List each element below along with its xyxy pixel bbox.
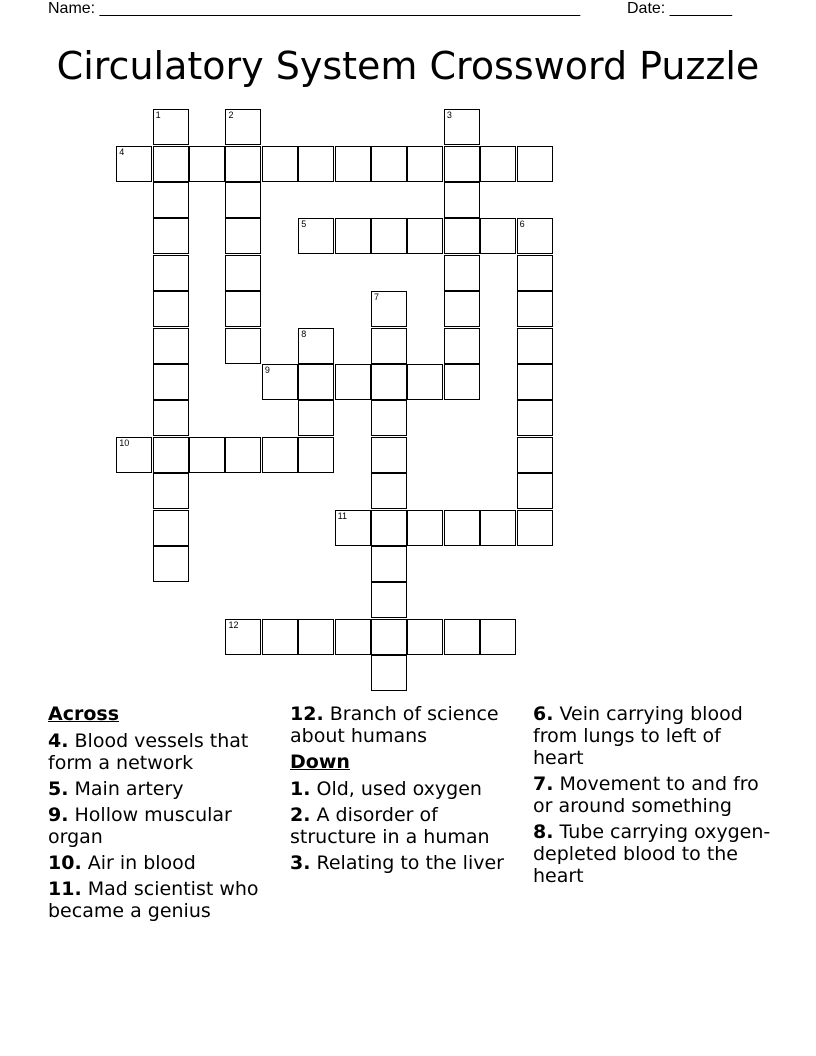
clue-down-3 <box>290 852 528 874</box>
grid-cell[interactable] <box>298 437 334 473</box>
grid-cell[interactable] <box>153 255 189 291</box>
clue-down-7 <box>533 773 773 817</box>
grid-cell[interactable] <box>444 328 480 364</box>
clue-number: 6. <box>533 703 554 725</box>
grid-cell[interactable] <box>444 364 480 400</box>
clue-number-label: 9 <box>264 365 270 376</box>
clue-number: 9. <box>48 804 69 826</box>
grid-cell[interactable] <box>371 218 407 254</box>
clue-number-label: 6 <box>519 219 525 230</box>
grid-cell[interactable] <box>517 146 553 182</box>
grid-cell[interactable] <box>189 437 225 473</box>
grid-cell[interactable] <box>517 291 553 327</box>
grid-cell[interactable] <box>116 146 152 182</box>
name-field[interactable]: Name: ______________________________________________________ <box>48 0 581 17</box>
clue-number: 10. <box>48 852 82 874</box>
grid-cell[interactable] <box>517 218 553 254</box>
clue-number: 5. <box>48 778 69 800</box>
clue-number: 1. <box>290 778 311 800</box>
grid-cell[interactable] <box>153 328 189 364</box>
grid-cell[interactable] <box>371 146 407 182</box>
grid-cell[interactable] <box>371 546 407 582</box>
grid-cell[interactable] <box>480 218 516 254</box>
grid-cell[interactable] <box>335 364 371 400</box>
grid-cell[interactable] <box>225 328 261 364</box>
grid-cell[interactable] <box>153 182 189 218</box>
grid-cell[interactable] <box>153 109 189 145</box>
clue-number-label: 2 <box>228 110 234 121</box>
clue-number: 11. <box>48 878 82 900</box>
grid-cell[interactable] <box>335 510 371 546</box>
grid-cell[interactable] <box>407 510 443 546</box>
clue-number: 3. <box>290 852 311 874</box>
clues-column-1 <box>48 703 283 926</box>
grid-cell[interactable] <box>371 291 407 327</box>
down-heading: Down <box>290 751 350 773</box>
clue-across-4 <box>48 730 283 774</box>
grid-cell[interactable] <box>444 291 480 327</box>
grid-cell[interactable] <box>407 619 443 655</box>
grid-cell[interactable] <box>480 146 516 182</box>
grid-cell[interactable] <box>225 182 261 218</box>
clue-number: 7. <box>533 773 554 795</box>
grid-cell[interactable] <box>225 437 261 473</box>
grid-cell[interactable] <box>225 109 261 145</box>
grid-cell[interactable] <box>517 510 553 546</box>
grid-cell[interactable] <box>371 328 407 364</box>
grid-cell[interactable] <box>153 473 189 509</box>
grid-cell[interactable] <box>517 400 553 436</box>
clue-text: Vein carrying blood from lungs to left of heart <box>533 703 743 769</box>
clue-text: Main artery <box>74 778 184 800</box>
clue-number: 8. <box>533 821 554 843</box>
grid-cell[interactable] <box>371 473 407 509</box>
grid-cell[interactable] <box>262 437 298 473</box>
grid-cell[interactable] <box>371 510 407 546</box>
grid-cell[interactable] <box>517 364 553 400</box>
grid-cell[interactable] <box>262 619 298 655</box>
clue-text: A disorder of structure in a human <box>290 804 490 848</box>
grid-cell[interactable] <box>371 437 407 473</box>
clue-text: Tube carrying oxygen-depleted blood to the heart <box>533 821 771 887</box>
grid-cell[interactable] <box>116 437 152 473</box>
grid-cell[interactable] <box>480 510 516 546</box>
grid-cell[interactable] <box>444 109 480 145</box>
grid-cell[interactable] <box>444 146 480 182</box>
grid-cell[interactable] <box>298 364 334 400</box>
grid-cell[interactable] <box>225 218 261 254</box>
clue-down-8 <box>533 821 773 887</box>
grid-cell[interactable] <box>153 437 189 473</box>
clues-column-2 <box>290 703 528 878</box>
grid-cell[interactable] <box>371 400 407 436</box>
grid-cell[interactable] <box>298 146 334 182</box>
clue-number: 4. <box>48 730 69 752</box>
grid-cell[interactable] <box>298 218 334 254</box>
puzzle-title: Circulatory System Crossword Puzzle <box>56 44 760 88</box>
grid-cell[interactable] <box>517 473 553 509</box>
grid-cell[interactable] <box>153 510 189 546</box>
clue-number-label: 3 <box>446 110 452 121</box>
grid-cell[interactable] <box>517 255 553 291</box>
grid-cell[interactable] <box>407 146 443 182</box>
grid-cell[interactable] <box>335 619 371 655</box>
clue-across-9 <box>48 804 283 848</box>
grid-cell[interactable] <box>189 146 225 182</box>
clue-across-10 <box>48 852 283 874</box>
grid-cell[interactable] <box>262 146 298 182</box>
clues-column-3 <box>533 703 773 891</box>
grid-cell[interactable] <box>517 437 553 473</box>
grid-cell[interactable] <box>225 291 261 327</box>
grid-cell[interactable] <box>153 400 189 436</box>
clue-text: Blood vessels that form a network <box>48 730 249 774</box>
clue-text: Relating to the liver <box>316 852 504 874</box>
grid-cell[interactable] <box>444 255 480 291</box>
grid-cell[interactable] <box>517 328 553 364</box>
grid-cell[interactable] <box>335 146 371 182</box>
clue-number-label: 11 <box>337 510 347 521</box>
clue-across-5 <box>48 778 283 800</box>
clue-number-label: 5 <box>301 219 307 230</box>
grid-cell[interactable] <box>371 655 407 691</box>
grid-cell[interactable] <box>444 182 480 218</box>
grid-cell[interactable] <box>153 291 189 327</box>
across-heading: Across <box>48 703 120 725</box>
clue-text: Movement to and fro or around something <box>533 773 759 817</box>
grid-cell[interactable] <box>444 619 480 655</box>
grid-cell[interactable] <box>153 146 189 182</box>
grid-cell[interactable] <box>153 364 189 400</box>
grid-cell[interactable] <box>153 546 189 582</box>
clue-number-label: 1 <box>155 110 161 121</box>
grid-cell[interactable] <box>225 146 261 182</box>
clue-text: Air in blood <box>87 852 196 874</box>
grid-cell[interactable] <box>262 364 298 400</box>
grid-cell[interactable] <box>298 400 334 436</box>
grid-cell[interactable] <box>153 218 189 254</box>
clue-text: Branch of science about humans <box>290 703 499 747</box>
clue-number: 2. <box>290 804 311 826</box>
clue-across-12 <box>290 703 528 747</box>
grid-cell[interactable] <box>335 218 371 254</box>
clue-number-label: 4 <box>119 146 125 157</box>
clue-down-6 <box>533 703 773 769</box>
clue-down-1 <box>290 778 528 800</box>
clue-number-label: 7 <box>374 292 380 303</box>
grid-cell[interactable] <box>407 218 443 254</box>
grid-cell[interactable] <box>480 619 516 655</box>
grid-cell[interactable] <box>371 619 407 655</box>
grid-cell[interactable] <box>407 364 443 400</box>
clue-number-label: 8 <box>301 328 307 339</box>
clue-number-label: 12 <box>228 619 239 630</box>
clue-number-label: 10 <box>119 437 130 448</box>
clue-text: Old, used oxygen <box>316 778 482 800</box>
grid-cell[interactable] <box>225 255 261 291</box>
clue-down-2 <box>290 804 528 848</box>
grid-cell[interactable] <box>298 619 334 655</box>
grid-cell[interactable] <box>444 218 480 254</box>
grid-cell[interactable] <box>225 619 261 655</box>
clue-number: 12. <box>290 703 324 725</box>
grid-cell[interactable] <box>371 582 407 618</box>
clue-text: Mad scientist who became a genius <box>48 878 259 922</box>
clue-across-11 <box>48 878 283 922</box>
grid-cell[interactable] <box>371 364 407 400</box>
grid-cell[interactable] <box>298 328 334 364</box>
date-field[interactable]: Date: _______ <box>627 0 732 17</box>
grid-cell[interactable] <box>444 510 480 546</box>
clue-text: Hollow muscular organ <box>48 804 232 848</box>
